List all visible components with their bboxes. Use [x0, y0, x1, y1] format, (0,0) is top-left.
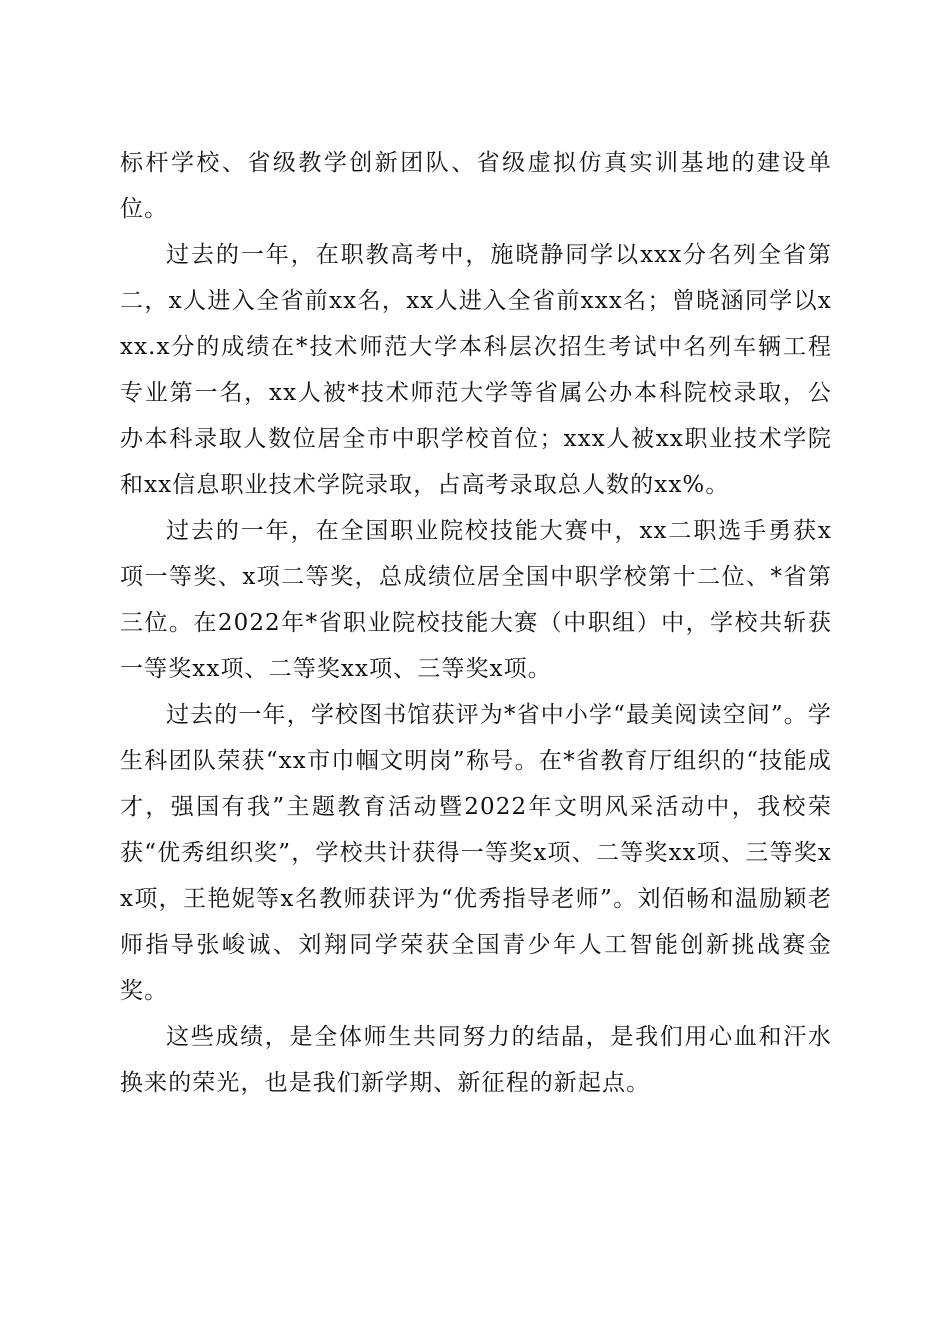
document-body	[120, 140, 832, 1106]
paragraph-conclusion: 这些成绩，是全体师生共同努力的结晶，是我们用心血和汗水换来的荣光，也是我们新学期、新征程的新起点。	[120, 1024, 832, 1096]
paragraph-continued: 标杆学校、省级教学创新团队、省级虚拟仿真实训基地的建设单位。	[120, 150, 832, 222]
paragraph-exam-results: 过去的一年，在职教高考中，施晓静同学以xxx分名列全省第二，x人进入全省前xx名，xx人进入全省前xxx名；曾晓涵同学以xxx.x分的成绩在*技术师范大学本科层次招生考试中名列车辆工程专业第一名，xx人被*技术师范大学等省属公办本科院校录取，公办本科录取人数位居全市中职学校首位；xxx人被xx职业技术学院和xx信息职业技术学院录取，占高考录取总人数的xx%。	[120, 242, 832, 498]
paragraph-skills-competition: 过去的一年，在全国职业院校技能大赛中，xx二职选手勇获x项一等奖、x项二等奖，总成绩位居全国中职学校第十二位、*省第三位。在2022年*省职业院校技能大赛（中职组）中，学校共斩获一等奖xx项、二等奖xx项、三等奖x项。	[120, 518, 832, 682]
paragraph-honors: 过去的一年，学校图书馆获评为*省中小学“最美阅读空间”。学生科团队荣获“xx市巾帼文明岗”称号。在*省教育厅组织的“技能成才，强国有我”主题教育活动暨2022年文明风采活动中，我校荣获“优秀组织奖”，学校共计获得一等奖x项、二等奖xx项、三等奖xx项，王艳妮等x名教师获评为“优秀指导老师”。刘佰畅和温励颖老师指导张峻诚、刘翔同学荣获全国青少年人工智能创新挑战赛金奖。	[120, 702, 832, 1004]
